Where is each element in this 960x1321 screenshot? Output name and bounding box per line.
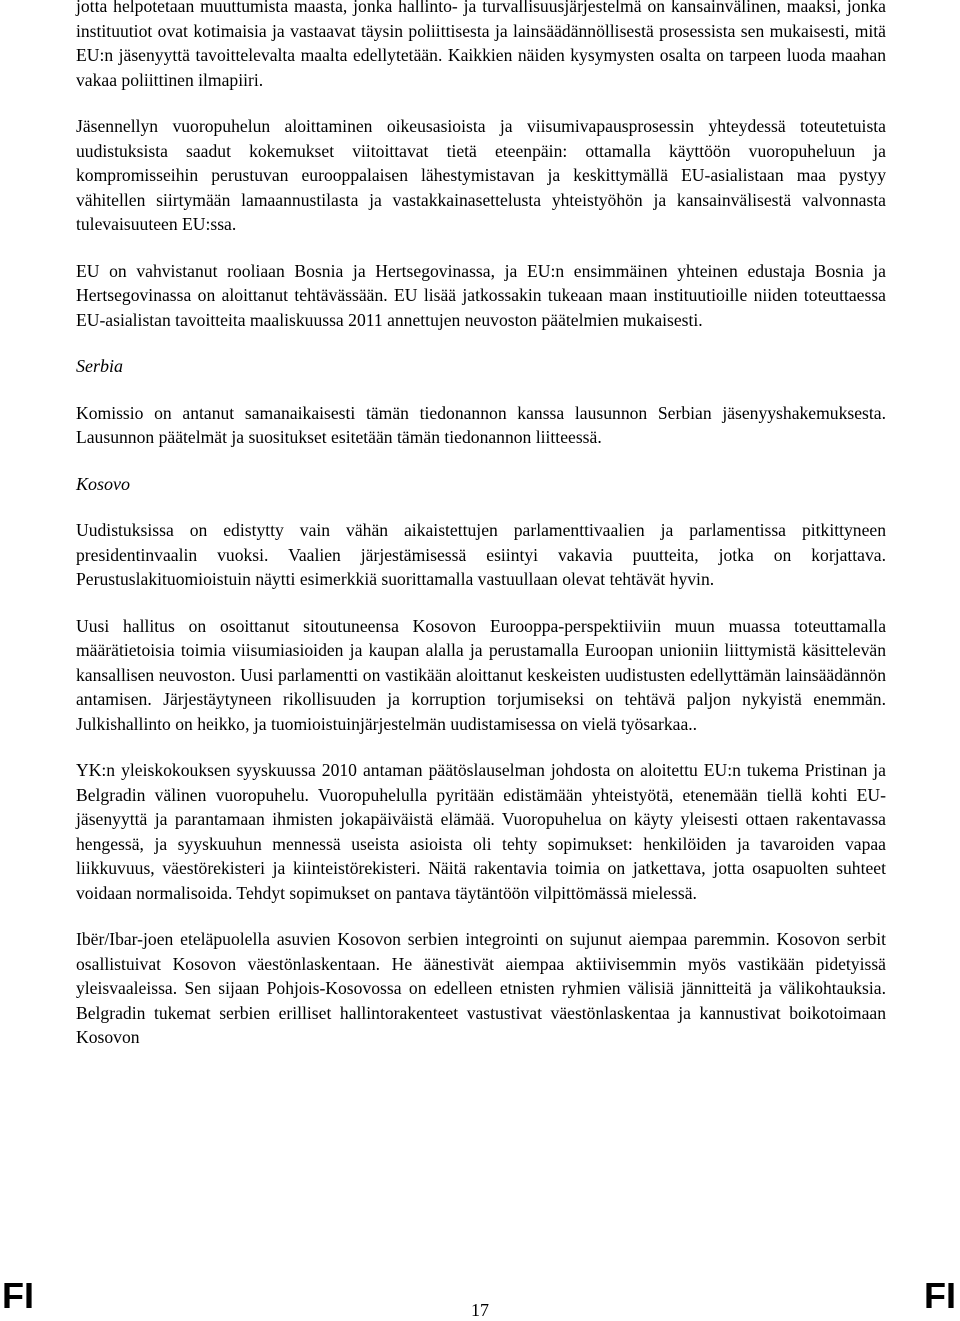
paragraph-kosovo-reforms: Uudistuksissa on edistytty vain vähän aikaistettujen parlamenttivaalien ja parlamentissa pitkittyneen presidentinvaalin vuoksi. Vaalien järjestämisessä esiintyi vakavia puutteita, jotka on korjattava. Perustuslakituomioistuin näytti esimerkkiä suorittamalla vastuullaan olevat tehtävät hyvin. xyxy=(76,520,886,589)
paragraph-kosovo-government: Uusi hallitus on osoittanut sitoutuneensa Kosovon Eurooppa-perspektiiviin muun muassa toteuttamalla määrätietoisia toimia viisumiasioiden ja kaupan alalla ja perustamalla Euroopan unioniin liittymistä käsittelevän kansallisen neuvoston. Uusi parlamentti on vastikään aloittanut keskeisten uudistusten edellyttämän lainsäädännön antamisen. Järjestäytyneen rikollisuuden ja korruption torjumiseksi on tehtävä paljon nykyistä enemmän. Julkishallinto on heikko, ja tuomioistuinjärjestelmän uudistamisessa on vielä työsarkaa.. xyxy=(76,615,886,734)
section-heading-kosovo: Kosovo xyxy=(76,473,130,494)
paragraph-eu-role-bih: EU on vahvistanut rooliaan Bosnia ja Hertsegovinassa, ja EU:n ensimmäinen yhteinen edustaja Bosnia ja Hertsegovinassa on aloittanut tehtävässään. EU lisää jatkossakin tukeaan maan instituutioille niiden toteuttaessa EU-asialistan tavoitteita maaliskuussa 2011 annettujen neuvoston päätelmien mukaisesti. xyxy=(76,260,886,330)
document-body xyxy=(76,0,886,1072)
footer-language-right: FI xyxy=(924,1275,956,1316)
paragraph-serbia-opinion: Komissio on antanut samanaikaisesti tämän tiedonannon kanssa lausunnon Serbian jäsenyyshakemuksesta. Lausunnon päätelmät ja suositukset esitetään tämän tiedonannon liitteessä. xyxy=(76,402,886,447)
footer-language-left: FI xyxy=(2,1275,34,1316)
paragraph-stability: jotta helpotetaan muuttumista maasta, jonka hallinto- ja turvallisuusjärjestelmä on kansainvälinen, maaksi, jonka instituutiot ovat kotimaisia ja vastaavat täysin poliittisesta ja lainsäädännöllisestä prosessista sen mukaisesti, mitä EU:n jäsenyyttä tavoittelevalta maalta edellytetään. Kaikkien näiden kysymysten osalta on tarpeen luoda maahan vakaa poliittinen ilmapiiri. xyxy=(76,0,886,90)
page-number: 17 xyxy=(471,1300,489,1320)
paragraph-un-dialogue: YK:n yleiskokouksen syyskuussa 2010 antaman päätöslauselman johdosta on aloitettu EU:n tukema Pristinan ja Belgradin välinen vuoropuhelu. Vuoropuhelulla pyritään edistämään yhteistyötä, etenemään tiellä kohti EU-jäsenyyttä ja parantamaan ihmisten jokapäiväistä elämää. Vuoropuhelua on käyty yleisesti ottaen rakentavassa hengessä, ja syyskuuhun mennessä useista asioista oli tehty sopimukset: henkilöiden ja tavaroiden vapaa liikkuvuus, väestörekisteri ja kiinteistörekisteri. Näitä rakentavia toimia on jatkettava, jotta osapuolten suhteet voidaan normalisoida. Tehdyt sopimukset on pantava täytäntöön vilpittömässä mielessä. xyxy=(76,760,886,903)
paragraph-serb-integration: Ibër/Ibar-joen eteläpuolella asuvien Kosovon serbien integrointi on sujunut aiempaa paremmin. Kosovon serbit osallistuivat Kosovon väestönlaskentaan. He äänestivät aiempaa aktiivisemmin myös vastikään pidetyissä yleisvaaleissa. Sen sijaan Pohjois-Kosovossa on edelleen etnisten ryhmien välisiä jännitteitä ja välikohtauksia. Belgradin tukemat serbien erilliset hallintorakenteet vastustivat väestönlaskentaa ja kannustivat boikotoimaan Kosovon xyxy=(76,929,886,1047)
paragraph-structured-dialogue: Jäsennellyn vuoropuhelun aloittaminen oikeusasioista ja viisumivapausprosessin yhteydessä toteutetuista uudistuksista saadut kokemukset viitoittavat tietä eteenpäin: ottamalla käyttöön vuoropuheluun ja kompromisseihin perustuvan eurooppalaisen lähestymistavan ja keskittymällä EU-asialistaan maa pystyy vähitellen siirtymään lamaannustilasta ja vastakkainasettelusta yhteistyöhön ja kansainvälisestä valvonnasta tulevaisuuteen EU:ssa. xyxy=(76,116,886,234)
section-heading-serbia: Serbia xyxy=(76,356,123,376)
